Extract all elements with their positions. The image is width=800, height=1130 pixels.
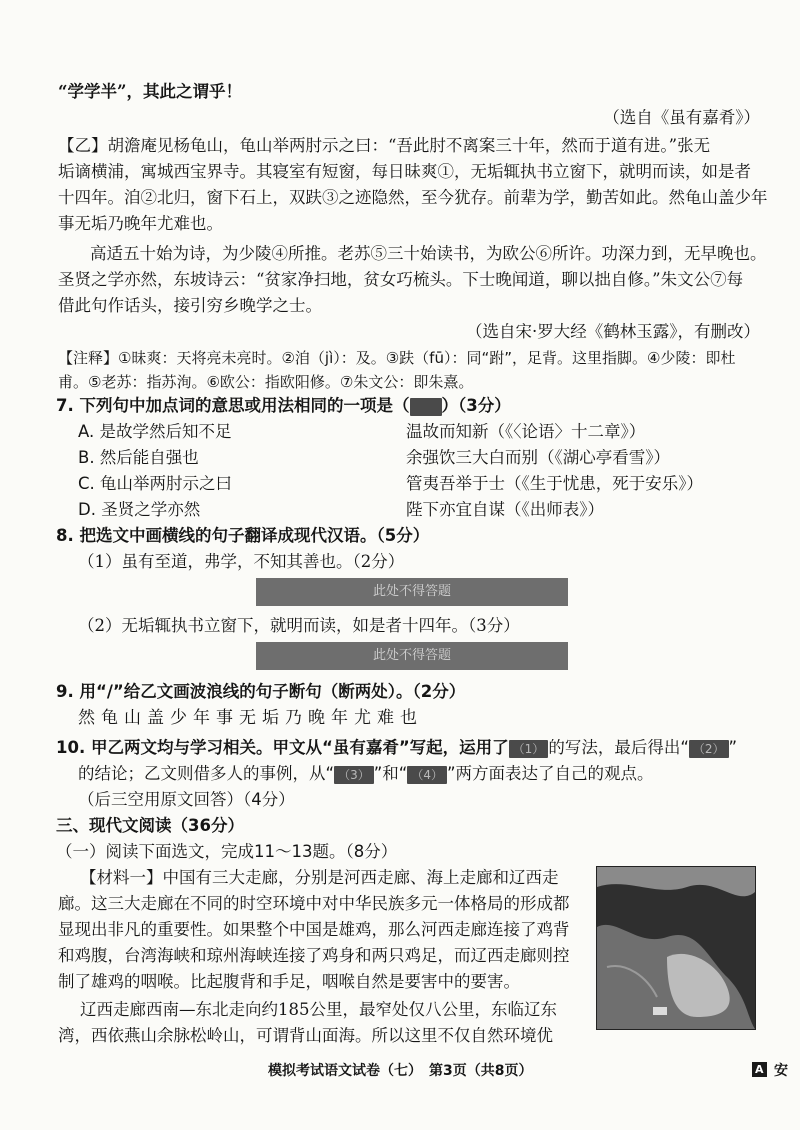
q7-option-c[interactable]: [78, 470, 760, 498]
page-footer: [0, 1058, 800, 1082]
q8-answer-bar-2[interactable]: 此处不得答题: [256, 642, 568, 670]
text-line-5: 十四年。洎②北归，窗下石上，双趺③之迹隐然，至今犹存。前辈为学，勤苦如此。然龟山盖少年: [58, 188, 768, 207]
q9-sentence: 然龟山盖少年事无垢乃晚年尤难也: [78, 708, 423, 728]
footer-brand: 安: [774, 1063, 788, 1079]
option-ref: 余强饮三大白而别（《湖心亭看雪》）: [406, 448, 670, 467]
option-ref: 管夷吾举于士（《生于忧患，死于安乐》）: [406, 474, 703, 493]
option-ref: 陛下亦宜自谋（《出师表》）: [406, 500, 604, 519]
text-line-6: 事无垢乃晚年尤难也。: [58, 214, 223, 233]
option-ref: 温故而知新（《〈论语〉十二章》）: [406, 422, 646, 441]
option-text: D. 圣贤之学亦然: [78, 500, 201, 519]
material-line-6: 辽西走廊西南—东北走向约185公里，最窄处仅八公里，东临辽东: [80, 1000, 557, 1019]
q10-blank-4[interactable]: （4）: [407, 766, 447, 784]
q8-sentence-1: （1）虽有至道，弗学，不知其善也。（2分）: [78, 552, 405, 571]
q8-stem: 8. 把选文中画横线的句子翻译成现代汉语。（5分）: [56, 526, 430, 545]
q7-stem-text: 7. 下列句中加点词的意思或用法相同的一项是（: [56, 396, 410, 415]
q10-line-1: [56, 734, 760, 762]
q10-line-3: （后三空用原文回答）（4分）: [78, 790, 295, 809]
material-line-5: 制了雄鸡的咽喉。比起腹背和手足，咽喉自然是要害中的要害。: [58, 972, 520, 991]
q10-text-d: 的结论；乙文则借多人的事例，从“: [78, 764, 335, 783]
q10-text-c: ”: [728, 738, 738, 757]
q7-answer-blank[interactable]: [410, 398, 442, 416]
q8-sentence-2: （2）无垢辄执书立窗下，就明而读，如是者十四年。（3分）: [78, 616, 520, 635]
notes-line-1: 【注释】①昧爽：天将亮未亮时。②洎（jì）：及。③趺（fū）：同“跗”，足背。这里指脚。④少陵：即杜: [58, 349, 736, 367]
material-line-2: 廊。这三大走廊在不同的时空环境中对中华民族多元一体格局的形成都: [58, 894, 570, 913]
q7-stem: [56, 392, 760, 420]
section-subtitle: （一）阅读下面选文，完成11～13题。（8分）: [56, 842, 398, 861]
map-photo-svg: [597, 867, 755, 1029]
section-title: 三、现代文阅读（36分）: [56, 816, 244, 835]
map-photo-icon: [596, 866, 756, 1030]
q10-blank-1[interactable]: （1）: [509, 740, 549, 758]
q7-option-a[interactable]: [78, 418, 760, 446]
q7-option-d[interactable]: [78, 496, 760, 524]
q10-blank-3[interactable]: （3）: [334, 766, 374, 784]
material-line-4: 和鸡腹，台湾海峡和琼州海峡连接了鸡身和两只鸡足，而辽西走廊则控: [58, 946, 570, 965]
option-text: C. 龟山举两肘示之曰: [78, 474, 233, 493]
q10-text-b: 的写法，最后得出“: [548, 738, 689, 757]
q10-text-f: ”两方面表达了自己的观点。: [446, 764, 654, 783]
option-text: A. 是故学然后知不足: [78, 422, 232, 441]
q10-text-a: 10. 甲乙两文均与学习相关。甲文从“虽有嘉肴”写起，运用了: [56, 738, 509, 757]
q8-answer-bar-1[interactable]: 此处不得答题: [256, 578, 568, 606]
notes-line-2: 甫。⑤老苏：指苏洵。⑥欧公：指欧阳修。⑦朱文公：即朱熹。: [58, 373, 474, 391]
q10-line-2: [78, 760, 760, 788]
q10-text-e: ”和“: [373, 764, 408, 783]
material-line-7: 湾，西依燕山余脉松岭山，可谓背山面海。所以这里不仅自然环境优: [58, 1026, 553, 1045]
material-line-1: 【材料一】中国有三大走廊，分别是河西走廊、海上走廊和辽西走: [80, 868, 559, 887]
q7-score: ）（3分）: [441, 396, 511, 415]
option-text: B. 然后能自强也: [78, 448, 199, 467]
footer-badge: A: [752, 1062, 767, 1077]
footer-text: 模拟考试语文试卷（七） 第3页（共8页）: [268, 1063, 533, 1079]
material-line-3: 显现出非凡的重要性。如果整个中国是雄鸡，那么河西走廊连接了鸡背: [58, 920, 570, 939]
q10-blank-2[interactable]: （2）: [689, 740, 729, 758]
q9-stem: 9. 用“/”给乙文画波浪线的句子断句（断两处）。（2分）: [56, 682, 466, 701]
text-line-3: 【乙】胡澹庵见杨龟山，龟山举两肘示之曰：“吾此肘不离案三十年，然而于道有进。”张无: [58, 136, 711, 155]
text-line-4: 垢谪横浦，寓城西宝界寺。其寝室有短窗，每日昧爽①，无垢辄执书立窗下，就明而读，如是者: [58, 162, 751, 181]
source-line-1: （选自《虽有嘉肴》）: [603, 108, 760, 127]
q7-option-b[interactable]: [78, 444, 760, 472]
text-line-7: 高适五十始为诗，为少陵④所推。老苏⑤三十始读书，为欧公⑥所许。功深力到，无早晚也。: [90, 244, 767, 263]
text-line-9: 借此句作话头，接引穷乡晚学之士。: [58, 296, 322, 315]
text-line-8: 圣贤之学亦然，东坡诗云：“贫家净扫地，贫女巧梳头。下士晚闻道，聊以拙自修。”朱文公⑦每: [58, 270, 744, 289]
text-line-1: “学学半”，其此之谓乎！: [58, 82, 242, 101]
source-line-2: （选自宋·罗大经《鹤林玉露》，有删改）: [466, 322, 760, 341]
